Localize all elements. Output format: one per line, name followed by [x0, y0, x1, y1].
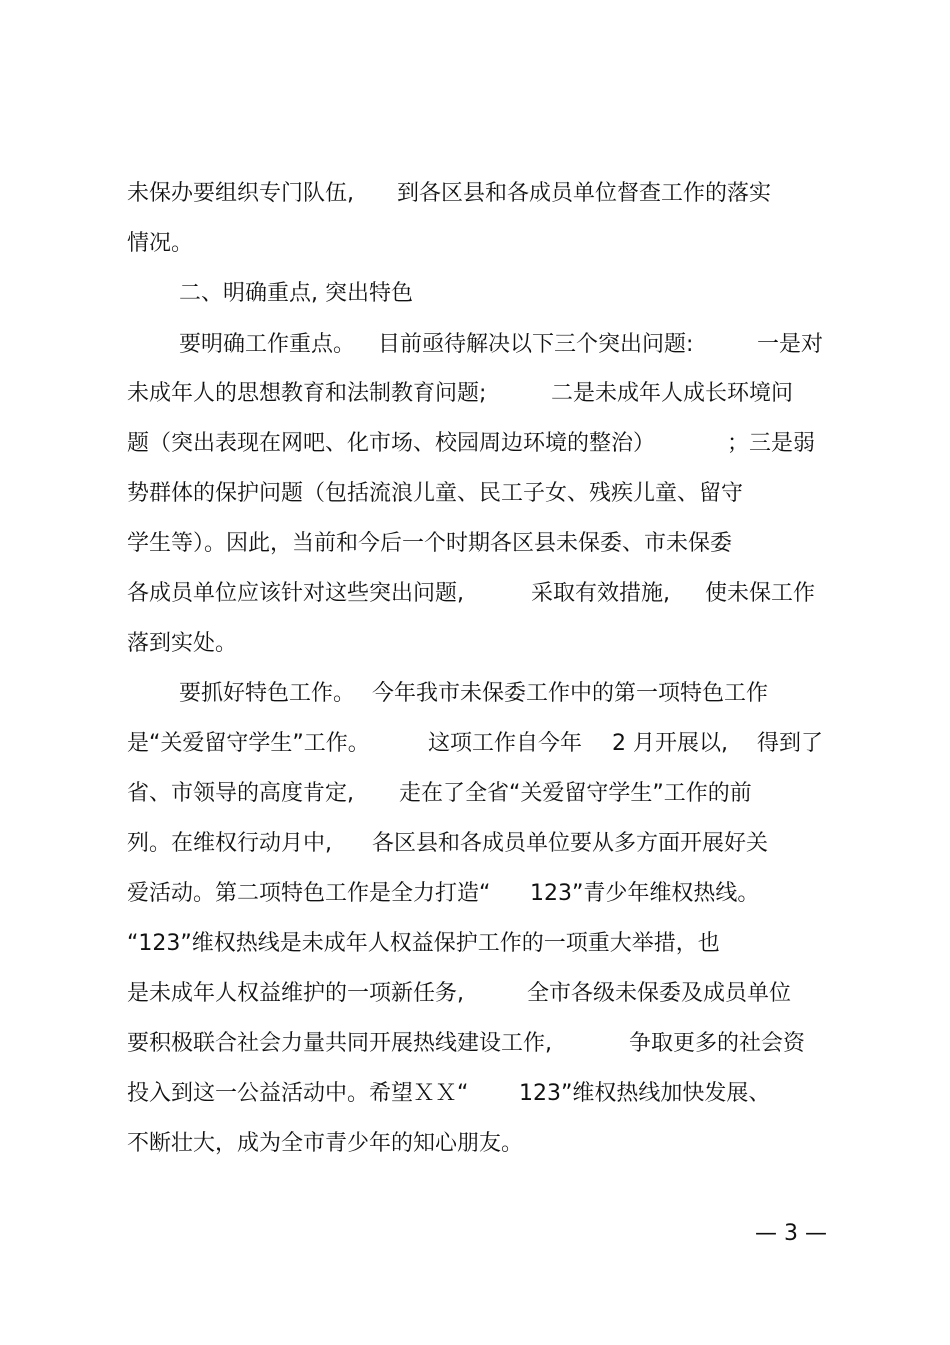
- text-line: [0, 1126, 950, 1162]
- text-segment: 争取更多的社会资: [629, 1031, 806, 1056]
- text-line: [0, 1076, 950, 1112]
- text-line: [0, 626, 950, 662]
- text-line: [0, 176, 950, 212]
- text-segment: 使未保工作: [705, 581, 816, 606]
- text-segment: 列。在维权行动月中,: [127, 831, 332, 856]
- text-segment: 走在了全省“关爱留守学生”工作的前: [399, 781, 752, 806]
- text-line: [0, 1026, 950, 1062]
- text-segment: 未保办要组织专门队伍,: [127, 181, 354, 206]
- text-line: [0, 976, 950, 1012]
- text-segment: 123”维权热线加快发展、: [519, 1081, 771, 1106]
- text-line: [0, 676, 950, 712]
- text-segment: 各成员单位应该针对这些突出问题,: [127, 581, 464, 606]
- text-segment: 要抓好特色工作。: [179, 681, 356, 706]
- text-line: [0, 926, 950, 962]
- text-segment: 一是对: [757, 332, 824, 357]
- text-segment: 要积极联合社会力量共同开展热线建设工作,: [127, 1031, 552, 1056]
- text-segment: 各区县和各成员单位要从多方面开展好关: [372, 831, 769, 856]
- text-segment: 不断壮大，成为全市青少年的知心朋友。: [127, 1131, 524, 1156]
- text-segment: 采取有效措施,: [531, 581, 670, 606]
- text-segment: 得到了: [757, 731, 824, 756]
- page-number: — 3 —: [755, 1221, 827, 1246]
- text-line: [0, 476, 950, 512]
- text-segment: 到各区县和各成员单位督查工作的落实: [397, 181, 772, 206]
- text-segment: 投入到这一公益活动中。希望ＸＸ“: [127, 1081, 469, 1106]
- text-segment: 2 月开展以,: [612, 731, 728, 756]
- text-segment: 全市各级未保委及成员单位: [527, 981, 792, 1006]
- text-segment: ；三是弱: [727, 431, 816, 456]
- text-line: [0, 726, 950, 762]
- text-segment: 二、明确重点, 突出特色: [179, 281, 413, 306]
- text-segment: 落到实处。: [127, 631, 238, 656]
- text-segment: “123”维权热线是未成年人权益保护工作的一项重大举措，也: [127, 931, 720, 956]
- text-segment: 要明确工作重点。: [179, 332, 356, 357]
- text-segment: 题（突出表现在网吧、化市场、校园周边环境的整治）: [127, 431, 656, 456]
- text-segment: 123”青少年维权热线。: [530, 881, 760, 906]
- text-segment: 今年我市未保委工作中的第一项特色工作: [372, 681, 769, 706]
- text-segment: 这项工作自今年: [428, 731, 583, 756]
- text-line: [0, 776, 950, 812]
- text-line: [0, 826, 950, 862]
- text-segment: 二是未成年人成长环境问: [551, 381, 794, 406]
- text-segment: 目前亟待解决以下三个突出问题:: [378, 332, 694, 357]
- text-segment: 爱活动。第二项特色工作是全力打造“: [127, 881, 491, 906]
- text-line: [0, 327, 950, 363]
- text-segment: 省、市领导的高度肯定,: [127, 781, 354, 806]
- text-line: [0, 426, 950, 462]
- text-segment: 学生等）。因此，当前和今后一个时期各区县未保委、市未保委: [127, 531, 733, 556]
- text-line: [0, 226, 950, 262]
- section-heading: [0, 276, 950, 312]
- text-line: [0, 526, 950, 562]
- text-line: [0, 576, 950, 612]
- text-segment: 势群体的保护问题（包括流浪儿童、民工子女、残疾儿童、留守: [127, 481, 744, 506]
- text-line: [0, 876, 950, 912]
- text-segment: 未成年人的思想教育和法制教育问题;: [127, 381, 487, 406]
- text-segment: 情况。: [127, 231, 194, 256]
- text-segment: 是未成年人权益维护的一项新任务,: [127, 981, 464, 1006]
- text-line: [0, 376, 950, 412]
- text-segment: 是“关爱留守学生”工作。: [127, 731, 370, 756]
